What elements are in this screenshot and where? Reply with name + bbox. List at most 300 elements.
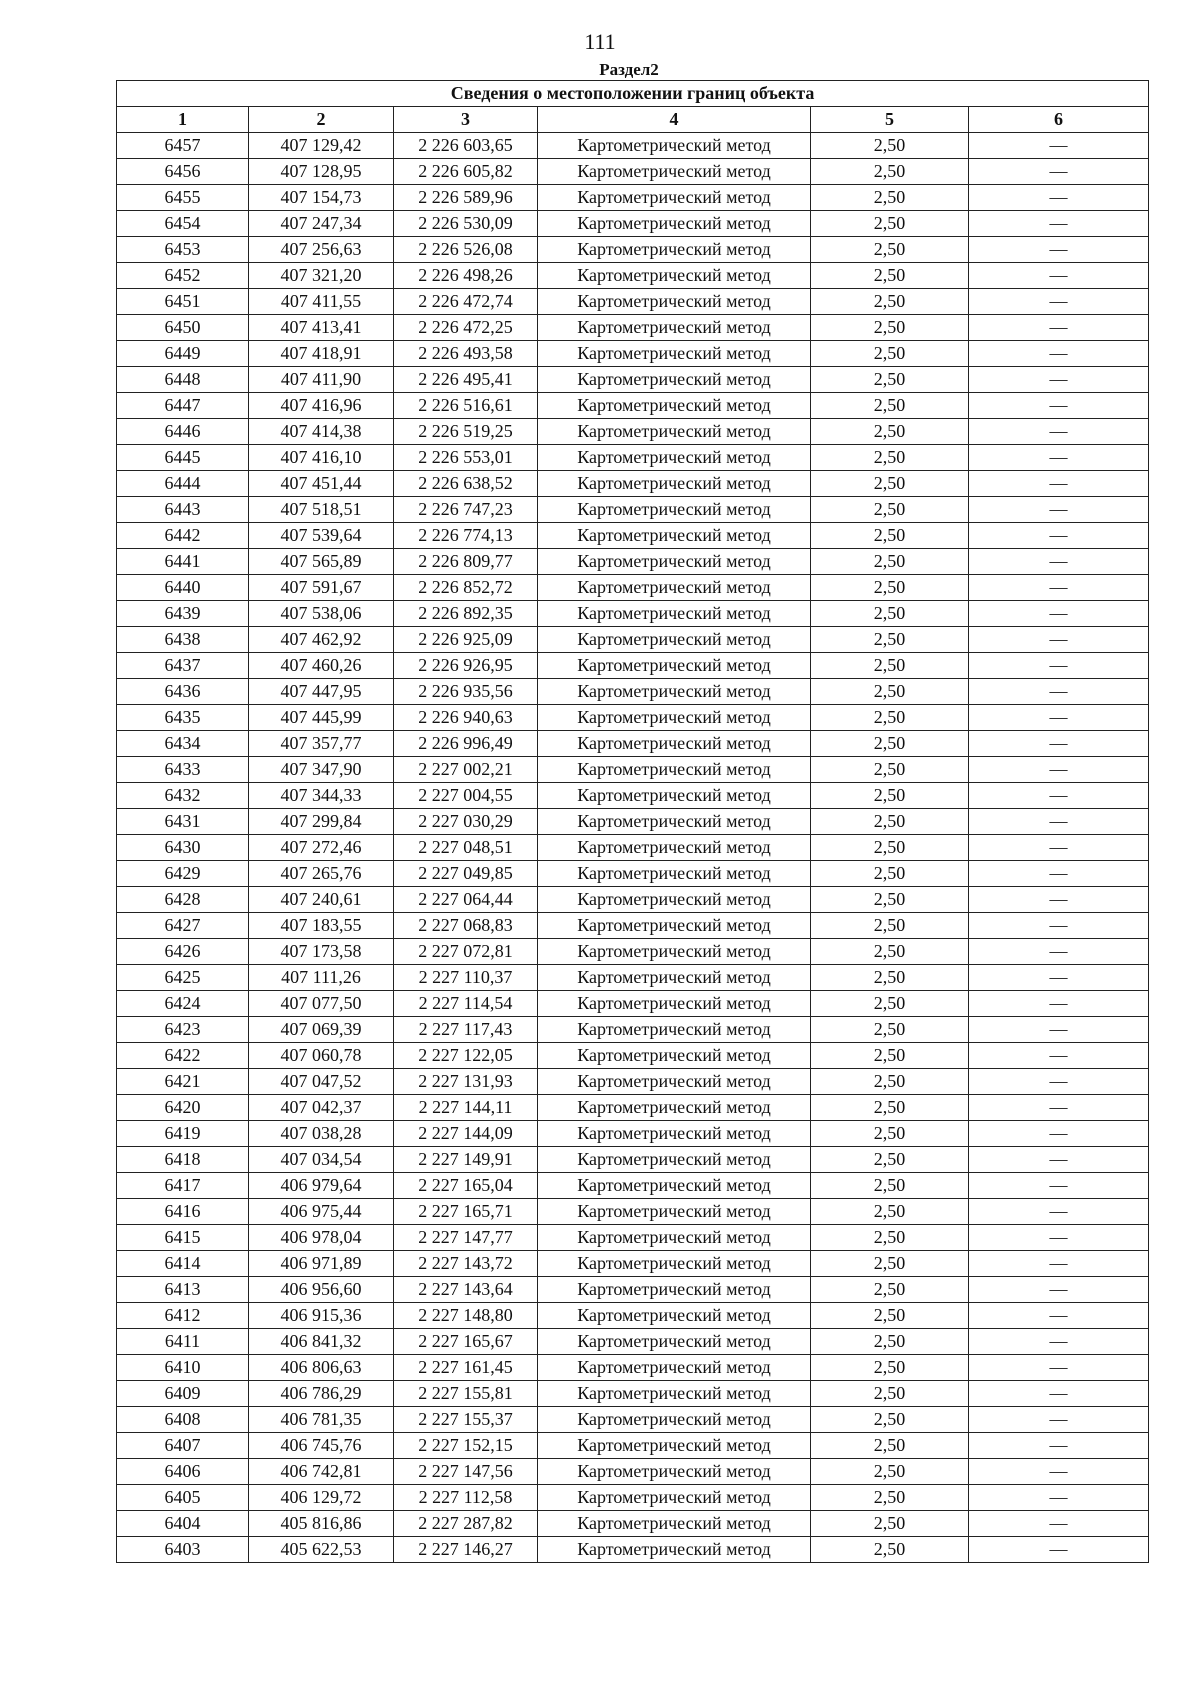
table-cell: 2 226 747,23: [394, 497, 538, 523]
table-cell: 6419: [117, 1121, 249, 1147]
page-number: 111: [584, 29, 616, 54]
table-cell: 6455: [117, 185, 249, 211]
table-cell: 6403: [117, 1537, 249, 1563]
table-cell: 407 445,99: [249, 705, 394, 731]
table-cell: 406 806,63: [249, 1355, 394, 1381]
table-cell: 6446: [117, 419, 249, 445]
table-cell: 6406: [117, 1459, 249, 1485]
table-cell: Картометрический метод: [538, 1251, 811, 1277]
table-cell: 407 460,26: [249, 653, 394, 679]
table-cell: Картометрический метод: [538, 1199, 811, 1225]
table-cell: —: [969, 159, 1149, 185]
table-cell: 2 227 287,82: [394, 1511, 538, 1537]
table-cell: 2,50: [811, 705, 969, 731]
table-cell: 2,50: [811, 1433, 969, 1459]
table-row: [117, 367, 1149, 393]
table-cell: 2,50: [811, 627, 969, 653]
table-cell: —: [969, 627, 1149, 653]
table-cell: Картометрический метод: [538, 1433, 811, 1459]
table-cell: —: [969, 1069, 1149, 1095]
column-number-row: [117, 107, 1149, 133]
table-cell: 2 226 926,95: [394, 653, 538, 679]
table-cell: 2 227 146,27: [394, 1537, 538, 1563]
table-cell: 2 227 131,93: [394, 1069, 538, 1095]
table-cell: 6456: [117, 159, 249, 185]
table-row: [117, 1381, 1149, 1407]
table-row: [117, 133, 1149, 159]
table-cell: 2 226 526,08: [394, 237, 538, 263]
table-cell: 407 413,41: [249, 315, 394, 341]
table-row: [117, 991, 1149, 1017]
table-cell: 406 781,35: [249, 1407, 394, 1433]
table-cell: 6424: [117, 991, 249, 1017]
column-number-header: 4: [538, 107, 811, 133]
table-cell: 2 227 152,15: [394, 1433, 538, 1459]
table-cell: 6435: [117, 705, 249, 731]
table-cell: 2 226 498,26: [394, 263, 538, 289]
table-cell: 6409: [117, 1381, 249, 1407]
table-cell: 6416: [117, 1199, 249, 1225]
table-cell: 2 226 516,61: [394, 393, 538, 419]
table-row: [117, 471, 1149, 497]
table-cell: —: [969, 133, 1149, 159]
table-row: [117, 419, 1149, 445]
table-cell: 407 539,64: [249, 523, 394, 549]
table-cell: —: [969, 783, 1149, 809]
table-cell: —: [969, 1433, 1149, 1459]
table-cell: 2 226 605,82: [394, 159, 538, 185]
table-cell: Картометрический метод: [538, 575, 811, 601]
table-cell: 406 786,29: [249, 1381, 394, 1407]
table-cell: Картометрический метод: [538, 913, 811, 939]
table-cell: —: [969, 1121, 1149, 1147]
table-cell: 407 451,44: [249, 471, 394, 497]
table-cell: 407 154,73: [249, 185, 394, 211]
table-cell: 6441: [117, 549, 249, 575]
table-row: [117, 887, 1149, 913]
boundary-coordinates-table: [116, 80, 1149, 1563]
table-cell: —: [969, 211, 1149, 237]
table-cell: 2 226 996,49: [394, 731, 538, 757]
table-cell: 405 622,53: [249, 1537, 394, 1563]
table-row: [117, 913, 1149, 939]
table-row: [117, 575, 1149, 601]
table-row: [117, 1537, 1149, 1563]
table-row: [117, 1043, 1149, 1069]
table-cell: Картометрический метод: [538, 1017, 811, 1043]
table-cell: Картометрический метод: [538, 939, 811, 965]
table-cell: Картометрический метод: [538, 1303, 811, 1329]
table-cell: 407 299,84: [249, 809, 394, 835]
table-cell: 2,50: [811, 1381, 969, 1407]
table-cell: 6425: [117, 965, 249, 991]
table-cell: 2 227 114,54: [394, 991, 538, 1017]
table-cell: 6426: [117, 939, 249, 965]
table-cell: —: [969, 1459, 1149, 1485]
table-cell: 2,50: [811, 1329, 969, 1355]
table-cell: 406 745,76: [249, 1433, 394, 1459]
table-cell: 2,50: [811, 783, 969, 809]
table-cell: 407 129,42: [249, 133, 394, 159]
table-cell: 407 321,20: [249, 263, 394, 289]
table-row: [117, 263, 1149, 289]
table-cell: 2 227 112,58: [394, 1485, 538, 1511]
table-row: [117, 1355, 1149, 1381]
table-cell: Картометрический метод: [538, 1355, 811, 1381]
table-cell: 407 060,78: [249, 1043, 394, 1069]
table-cell: 6413: [117, 1277, 249, 1303]
table-cell: Картометрический метод: [538, 731, 811, 757]
table-row: [117, 627, 1149, 653]
table-cell: Картометрический метод: [538, 393, 811, 419]
table-cell: 2 227 072,81: [394, 939, 538, 965]
table-cell: Картометрический метод: [538, 1511, 811, 1537]
table-cell: —: [969, 991, 1149, 1017]
table-cell: 6407: [117, 1433, 249, 1459]
table-cell: 2,50: [811, 549, 969, 575]
table-cell: 6457: [117, 133, 249, 159]
table-cell: —: [969, 757, 1149, 783]
table-cell: 407 344,33: [249, 783, 394, 809]
table-row: [117, 289, 1149, 315]
table-cell: 2 226 638,52: [394, 471, 538, 497]
table-cell: 2,50: [811, 133, 969, 159]
table-cell: 2,50: [811, 653, 969, 679]
table-cell: —: [969, 1511, 1149, 1537]
table-cell: 2,50: [811, 1459, 969, 1485]
table-cell: Картометрический метод: [538, 1407, 811, 1433]
table-cell: 2,50: [811, 1277, 969, 1303]
table-cell: —: [969, 1095, 1149, 1121]
table-cell: 407 272,46: [249, 835, 394, 861]
table-row: [117, 1485, 1149, 1511]
table-cell: 406 978,04: [249, 1225, 394, 1251]
table-cell: 6422: [117, 1043, 249, 1069]
table-cell: —: [969, 1381, 1149, 1407]
table-cell: Картометрический метод: [538, 1329, 811, 1355]
table-cell: 2 227 165,71: [394, 1199, 538, 1225]
table-cell: 2,50: [811, 1355, 969, 1381]
table-cell: 2 227 161,45: [394, 1355, 538, 1381]
table-cell: 2,50: [811, 497, 969, 523]
table-cell: 2,50: [811, 1173, 969, 1199]
table-cell: 2 227 030,29: [394, 809, 538, 835]
column-number-header: 1: [117, 107, 249, 133]
table-cell: 6438: [117, 627, 249, 653]
table-cell: 407 357,77: [249, 731, 394, 757]
table-cell: Картометрический метод: [538, 887, 811, 913]
table-cell: Картометрический метод: [538, 237, 811, 263]
table-cell: 2,50: [811, 315, 969, 341]
table-cell: 2 227 147,77: [394, 1225, 538, 1251]
column-number-header: 6: [969, 107, 1149, 133]
table-row: [117, 237, 1149, 263]
table-cell: 407 077,50: [249, 991, 394, 1017]
table-cell: 407 111,26: [249, 965, 394, 991]
table-cell: 407 128,95: [249, 159, 394, 185]
table-row: [117, 653, 1149, 679]
table-cell: Картометрический метод: [538, 601, 811, 627]
table-cell: 6412: [117, 1303, 249, 1329]
table-cell: 2,50: [811, 757, 969, 783]
table-cell: 2,50: [811, 731, 969, 757]
table-cell: 2 226 493,58: [394, 341, 538, 367]
table-cell: 407 416,10: [249, 445, 394, 471]
table-cell: Картометрический метод: [538, 1147, 811, 1173]
table-cell: 407 347,90: [249, 757, 394, 783]
table-cell: 2 226 809,77: [394, 549, 538, 575]
table-cell: 406 956,60: [249, 1277, 394, 1303]
table-cell: 2 226 495,41: [394, 367, 538, 393]
table-row: [117, 1017, 1149, 1043]
table-cell: 6405: [117, 1485, 249, 1511]
table-row: [117, 1277, 1149, 1303]
table-cell: —: [969, 809, 1149, 835]
table-cell: —: [969, 835, 1149, 861]
table-cell: Картометрический метод: [538, 705, 811, 731]
table-cell: —: [969, 497, 1149, 523]
table-row: [117, 1069, 1149, 1095]
column-number-header: 2: [249, 107, 394, 133]
table-cell: 6404: [117, 1511, 249, 1537]
table-cell: —: [969, 731, 1149, 757]
table-row: [117, 679, 1149, 705]
table-cell: —: [969, 913, 1149, 939]
table-cell: 6450: [117, 315, 249, 341]
table-cell: 2,50: [811, 1485, 969, 1511]
table-cell: 407 265,76: [249, 861, 394, 887]
table-row: [117, 757, 1149, 783]
table-cell: 2,50: [811, 601, 969, 627]
table-cell: 2 226 589,96: [394, 185, 538, 211]
table-cell: 407 173,58: [249, 939, 394, 965]
table-cell: 2,50: [811, 1121, 969, 1147]
table-cell: —: [969, 1251, 1149, 1277]
table-cell: Картометрический метод: [538, 341, 811, 367]
table-cell: Картометрический метод: [538, 809, 811, 835]
table-cell: 6451: [117, 289, 249, 315]
table-cell: Картометрический метод: [538, 159, 811, 185]
table-row: [117, 1173, 1149, 1199]
table-cell: Картометрический метод: [538, 1381, 811, 1407]
table-cell: Картометрический метод: [538, 1459, 811, 1485]
table-cell: 2,50: [811, 419, 969, 445]
table-cell: 2 226 530,09: [394, 211, 538, 237]
table-cell: 2,50: [811, 341, 969, 367]
table-row: [117, 523, 1149, 549]
table-cell: 407 042,37: [249, 1095, 394, 1121]
table-cell: 406 979,64: [249, 1173, 394, 1199]
table-cell: 2,50: [811, 679, 969, 705]
table-cell: —: [969, 419, 1149, 445]
table-cell: 406 841,32: [249, 1329, 394, 1355]
table-row: [117, 1303, 1149, 1329]
table-cell: 2 226 852,72: [394, 575, 538, 601]
table-cell: Картометрический метод: [538, 289, 811, 315]
table-cell: 6417: [117, 1173, 249, 1199]
table-cell: Картометрический метод: [538, 757, 811, 783]
table-cell: —: [969, 1355, 1149, 1381]
table-cell: Картометрический метод: [538, 263, 811, 289]
table-cell: 2,50: [811, 367, 969, 393]
table-cell: Картометрический метод: [538, 185, 811, 211]
table-cell: 2 227 049,85: [394, 861, 538, 887]
table-cell: 2,50: [811, 939, 969, 965]
table-cell: 6423: [117, 1017, 249, 1043]
table-cell: Картометрический метод: [538, 679, 811, 705]
table-cell: Картометрический метод: [538, 965, 811, 991]
table-cell: 6415: [117, 1225, 249, 1251]
table-cell: —: [969, 393, 1149, 419]
table-cell: Картометрический метод: [538, 419, 811, 445]
table-cell: 2,50: [811, 1095, 969, 1121]
table-row: [117, 783, 1149, 809]
table-cell: —: [969, 1199, 1149, 1225]
table-cell: 407 418,91: [249, 341, 394, 367]
table-cell: 2,50: [811, 1407, 969, 1433]
table-cell: 2,50: [811, 237, 969, 263]
table-row: [117, 185, 1149, 211]
table-cell: 2,50: [811, 835, 969, 861]
table-cell: Картометрический метод: [538, 835, 811, 861]
table-cell: Картометрический метод: [538, 133, 811, 159]
table-cell: —: [969, 1407, 1149, 1433]
table-cell: 406 915,36: [249, 1303, 394, 1329]
table-cell: 6440: [117, 575, 249, 601]
table-cell: 2 227 155,37: [394, 1407, 538, 1433]
table-cell: Картометрический метод: [538, 1277, 811, 1303]
table-cell: 2,50: [811, 471, 969, 497]
table-cell: —: [969, 1303, 1149, 1329]
table-cell: Картометрический метод: [538, 523, 811, 549]
column-number-header: 3: [394, 107, 538, 133]
table-row: [117, 1407, 1149, 1433]
table-cell: 407 416,96: [249, 393, 394, 419]
table-cell: —: [969, 575, 1149, 601]
table-cell: —: [969, 549, 1149, 575]
table-cell: 2 227 004,55: [394, 783, 538, 809]
table-row: [117, 835, 1149, 861]
table-title: Сведения о местоположении границ объекта: [117, 81, 1149, 107]
table-cell: —: [969, 367, 1149, 393]
table-cell: 2,50: [811, 887, 969, 913]
table-cell: 2 227 064,44: [394, 887, 538, 913]
table-cell: 6427: [117, 913, 249, 939]
table-row: [117, 705, 1149, 731]
column-number-header: 5: [811, 107, 969, 133]
table-cell: 2,50: [811, 185, 969, 211]
table-row: [117, 159, 1149, 185]
table-cell: 2 227 143,64: [394, 1277, 538, 1303]
table-cell: 2 226 892,35: [394, 601, 538, 627]
table-row: [117, 601, 1149, 627]
table-cell: —: [969, 653, 1149, 679]
table-cell: 2,50: [811, 393, 969, 419]
table-cell: Картометрический метод: [538, 861, 811, 887]
table-row: [117, 731, 1149, 757]
table-cell: —: [969, 679, 1149, 705]
table-cell: —: [969, 1043, 1149, 1069]
table-cell: Картометрический метод: [538, 991, 811, 1017]
table-cell: —: [969, 1017, 1149, 1043]
table-row: [117, 861, 1149, 887]
table-cell: —: [969, 1329, 1149, 1355]
table-cell: 6447: [117, 393, 249, 419]
table-cell: 407 069,39: [249, 1017, 394, 1043]
table-cell: 2,50: [811, 263, 969, 289]
table-cell: 6444: [117, 471, 249, 497]
table-cell: —: [969, 315, 1149, 341]
table-cell: 6448: [117, 367, 249, 393]
table-row: [117, 315, 1149, 341]
table-row: [117, 445, 1149, 471]
table-cell: 407 565,89: [249, 549, 394, 575]
section-label: Раздел2: [599, 60, 659, 79]
table-cell: 6414: [117, 1251, 249, 1277]
table-cell: Картометрический метод: [538, 367, 811, 393]
table-row: [117, 1199, 1149, 1225]
table-row: [117, 497, 1149, 523]
table-cell: —: [969, 445, 1149, 471]
table-cell: Картометрический метод: [538, 1225, 811, 1251]
table-cell: 407 591,67: [249, 575, 394, 601]
table-cell: 2 226 935,56: [394, 679, 538, 705]
table-cell: Картометрический метод: [538, 783, 811, 809]
table-cell: 2,50: [811, 861, 969, 887]
table-cell: Картометрический метод: [538, 1043, 811, 1069]
table-cell: 2,50: [811, 1069, 969, 1095]
table-cell: Картометрический метод: [538, 1485, 811, 1511]
table-cell: —: [969, 263, 1149, 289]
table-cell: 2,50: [811, 211, 969, 237]
table-cell: 2 226 603,65: [394, 133, 538, 159]
table-cell: 6430: [117, 835, 249, 861]
table-cell: —: [969, 601, 1149, 627]
table-cell: 2 227 122,05: [394, 1043, 538, 1069]
table-cell: 2 227 148,80: [394, 1303, 538, 1329]
table-cell: 407 034,54: [249, 1147, 394, 1173]
table-row: [117, 939, 1149, 965]
table-cell: 6449: [117, 341, 249, 367]
table-cell: 6431: [117, 809, 249, 835]
table-cell: 2,50: [811, 523, 969, 549]
table-cell: 6454: [117, 211, 249, 237]
table-cell: 407 538,06: [249, 601, 394, 627]
table-cell: —: [969, 471, 1149, 497]
table-cell: 2,50: [811, 1511, 969, 1537]
table-cell: 6453: [117, 237, 249, 263]
table-cell: Картометрический метод: [538, 445, 811, 471]
table-cell: 407 183,55: [249, 913, 394, 939]
table-row: [117, 1225, 1149, 1251]
table-cell: 407 411,90: [249, 367, 394, 393]
table-row: [117, 1095, 1149, 1121]
table-cell: 2 227 165,04: [394, 1173, 538, 1199]
table-cell: 2 226 472,25: [394, 315, 538, 341]
table-cell: —: [969, 1147, 1149, 1173]
table-caption-row: [117, 81, 1149, 107]
table-cell: 6410: [117, 1355, 249, 1381]
table-cell: 2 226 519,25: [394, 419, 538, 445]
table-cell: 2 226 553,01: [394, 445, 538, 471]
table-cell: 407 240,61: [249, 887, 394, 913]
table-cell: 6452: [117, 263, 249, 289]
table-cell: 405 816,86: [249, 1511, 394, 1537]
table-cell: —: [969, 341, 1149, 367]
table-cell: 2,50: [811, 1303, 969, 1329]
table-cell: 407 518,51: [249, 497, 394, 523]
table-cell: 2 227 147,56: [394, 1459, 538, 1485]
